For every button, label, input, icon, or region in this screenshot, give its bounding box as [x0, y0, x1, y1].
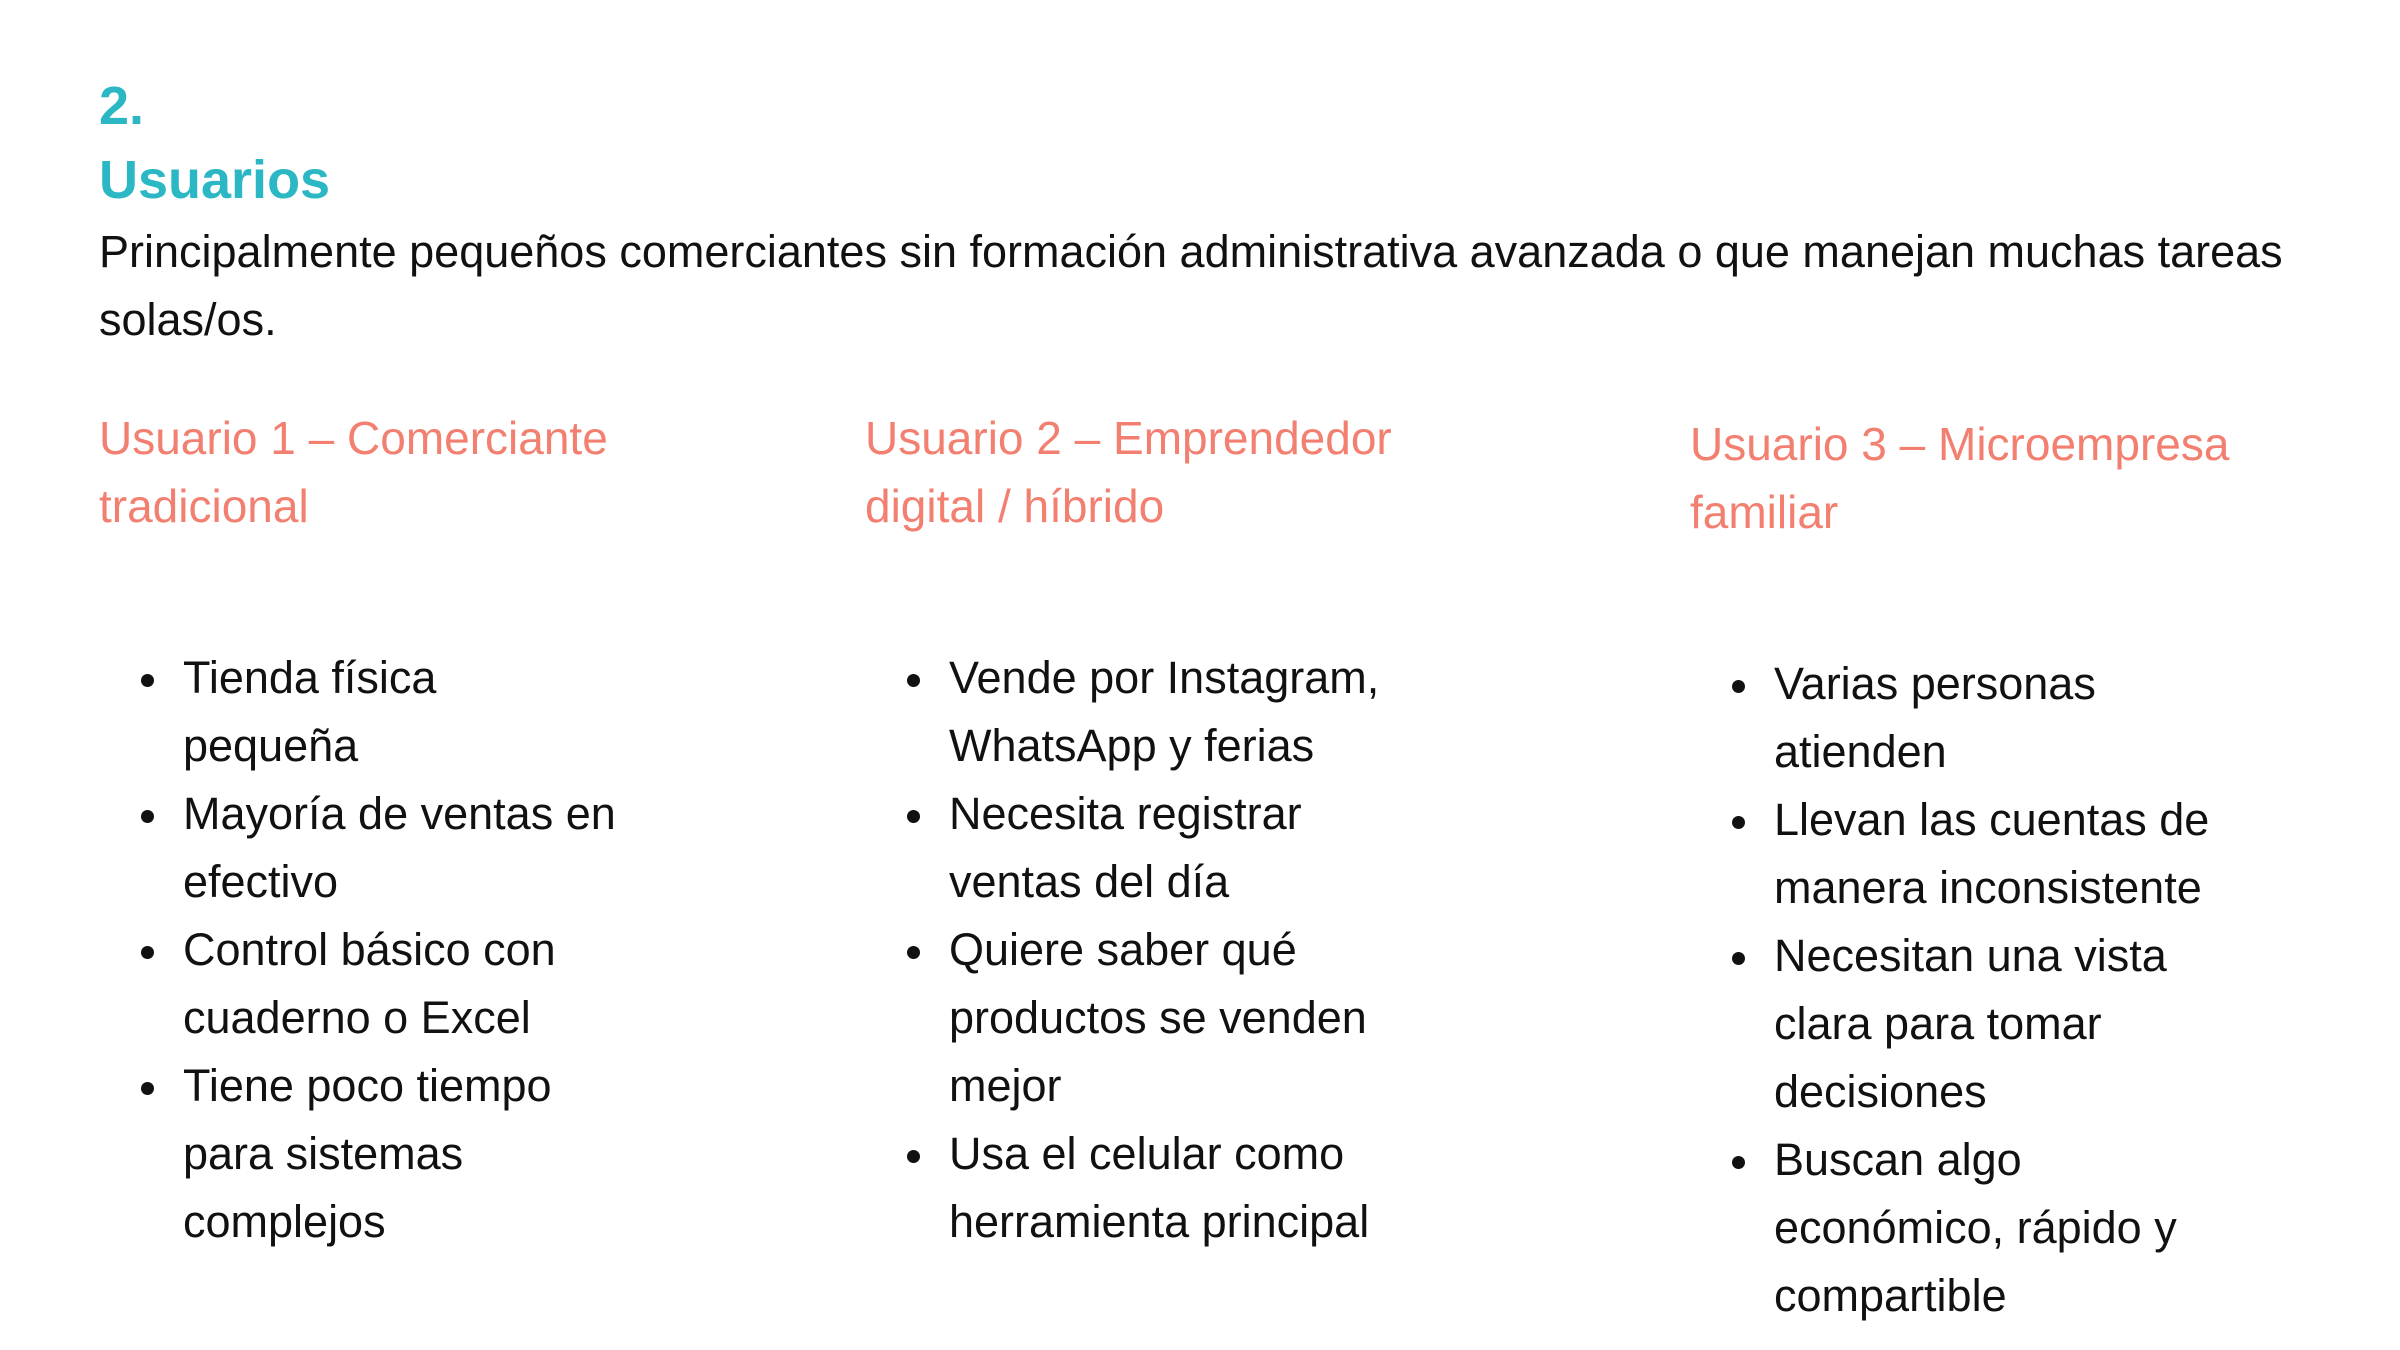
section-number: 2.: [99, 76, 145, 136]
section-title: Usuarios: [99, 150, 331, 210]
user-column-3: [1690, 410, 2330, 1321]
list-item: Tiene poco tiempo para sistemas complejos: [183, 1052, 623, 1256]
user-2-heading: Usuario 2 – Emprendedor digital / híbrido: [865, 412, 1392, 532]
list-item: Quiere saber qué productos se venden mejor: [949, 916, 1449, 1120]
list-item: Control básico con cuaderno o Excel: [183, 916, 683, 1052]
list-item: Mayoría de ventas en efectivo: [183, 780, 683, 916]
user-3-bullets: [1774, 650, 2304, 1330]
user-column-2: [865, 404, 1485, 1247]
list-item: Necesita registrar ventas del día: [949, 780, 1389, 916]
list-item: Tienda física pequeña: [183, 644, 513, 780]
list-item: Varias personas atienden: [1774, 650, 2174, 786]
list-item: Buscan algo económico, rápido y compartible: [1774, 1126, 2244, 1330]
user-3-heading: Usuario 3 – Microempresa familiar: [1690, 418, 2230, 538]
user-column-1: [99, 404, 659, 1247]
section-intro: Principalmente pequeños comerciantes sin formación administrativa avanzada o que manejan muchas tareas solas/os.: [99, 226, 2283, 345]
user-2-bullets: [949, 644, 1469, 1256]
list-item: Llevan las cuentas de manera inconsistente: [1774, 786, 2304, 922]
user-1-bullets: [183, 644, 683, 1256]
list-item: Vende por Instagram, WhatsApp y ferias: [949, 644, 1469, 780]
user-1-heading: Usuario 1 – Comerciante tradicional: [99, 412, 608, 532]
list-item: Necesitan una vista clara para tomar decisiones: [1774, 922, 2234, 1126]
list-item: Usa el celular como herramienta principal: [949, 1120, 1469, 1256]
